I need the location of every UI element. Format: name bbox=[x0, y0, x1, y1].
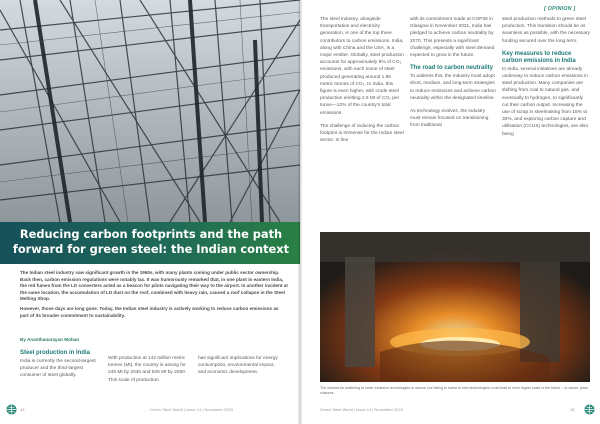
steel-mill-photo bbox=[320, 232, 590, 382]
footer-right: Green Steel World | Issue 14 | November 2024 bbox=[320, 407, 403, 412]
section-tag: [ OPINION ] bbox=[544, 6, 576, 12]
column-text: The challenge of reducing the carbon footprint is immense for the Indian steel sector. In line bbox=[320, 123, 404, 144]
intro-paragraph: The Indian steel industry saw significant growth in the 1960s, with many plants coming under public sector ownership. Back then, carbon emission regulations were notably lax. It was humorously remarked that, in one plant in eastern India, the red fumes from the LD converters acted as a beacon for pilots navigating their way to the airport. In another incident at the same location, the accumulation of LD dust on the roof, combined with heavy rain, caused a roof collapse in the Steel Melting Shop. bbox=[20, 270, 288, 302]
column-text: As technology evolves, the industry must remain focused on transitioning from traditional bbox=[410, 109, 489, 129]
column-text: To address this, the industry must adopt short, medium, and long-term strategies to reduce emissions and achieve carbon neutrality within the designated timeline. bbox=[410, 74, 496, 101]
column-text: India is currently the second-largest producer and the third-largest consumer of steel globally. bbox=[20, 359, 96, 379]
globe-logo-icon bbox=[6, 404, 17, 415]
column-text: steel production methods to green steel production. This transition should be as seamless as possible, with the necessary funding secured over the long term. bbox=[502, 17, 590, 44]
column-text: With production at 142 million metric tonnes (Mt), the country is aiming for 245 Mt by 2030 and 535 Mt by 2050. This scale of production bbox=[108, 356, 187, 383]
right-page bbox=[300, 0, 600, 424]
column-text: with its commitment made at COP26 in Glasgow in November 2021, India has pledged to achieve carbon neutrality by 2070. This presents a significant challenge, especially with steel demand expected to grow in the future. bbox=[410, 17, 495, 59]
right-column-3 bbox=[502, 16, 590, 144]
right-column-1 bbox=[320, 16, 404, 150]
column-text: The steel industry, alongside transportation and electricity generation, is one of the top three contributors to carbon emissions. India, along with China and the USA, is a major emitter. Globally, steel production accounts for approximately 8% of CO₂ emissions, with each tonne of steel produced generating around 1.85 metric tonnes of CO₂. In India, this figure is even higher, with crude steel production emitting 2.5 Mt of CO₂ per tonne—12% of the country's total emissions. bbox=[320, 17, 404, 116]
left-column-1 bbox=[20, 350, 100, 386]
globe-logo-icon bbox=[584, 404, 595, 415]
footer-left: Green Steel World | Issue 14 | November 2024 bbox=[150, 407, 233, 412]
left-column-2 bbox=[108, 355, 190, 390]
page-number-left: 12 bbox=[20, 407, 25, 412]
column-text: has significant implications for energy consumption, environmental impact, and economic development. bbox=[198, 356, 278, 376]
left-column-3 bbox=[198, 355, 280, 383]
article-title-banner bbox=[0, 222, 300, 264]
hero-photo-steel-structure bbox=[0, 0, 300, 222]
subhead-key-measures: Key measures to reduce carbon emissions in India bbox=[502, 50, 576, 64]
subhead-steel-production: Steel production in India bbox=[20, 350, 91, 356]
article-title: Reducing carbon footprints and the path forward for green steel: the Indian context bbox=[12, 227, 290, 256]
subhead-road-to-carbon-neutrality: The road to carbon neutrality bbox=[410, 65, 494, 72]
intro-paragraph: However, those days are long gone. Today, the Indian steel industry is actively working to reduce carbon emissions as part of its broader commitment to sustainability. bbox=[20, 305, 279, 318]
byline: By Ananthanarayan Mohan bbox=[20, 337, 80, 342]
column-text: In India, several initiatives are already underway to reduce carbon emissions in steel production. Many companies are shifting from coal to natural gas, and eventually to hydrogen, to significantly cut their carbon output. Increasing the use of scrap in steelmaking from 15% to 30%, and exploring carbon capture and utilisation (CCUS) technologies, are also being bbox=[502, 66, 589, 137]
article-intro bbox=[20, 270, 288, 322]
page-number-right: 13 bbox=[570, 407, 575, 412]
page-gutter bbox=[298, 0, 302, 424]
photo-caption: The window for switching to lower emission technologies is narrow, but failing to invest in new technologies could lead to even higher costs in the future – or worse, plant closures. bbox=[320, 386, 588, 395]
right-column-2 bbox=[410, 16, 496, 136]
